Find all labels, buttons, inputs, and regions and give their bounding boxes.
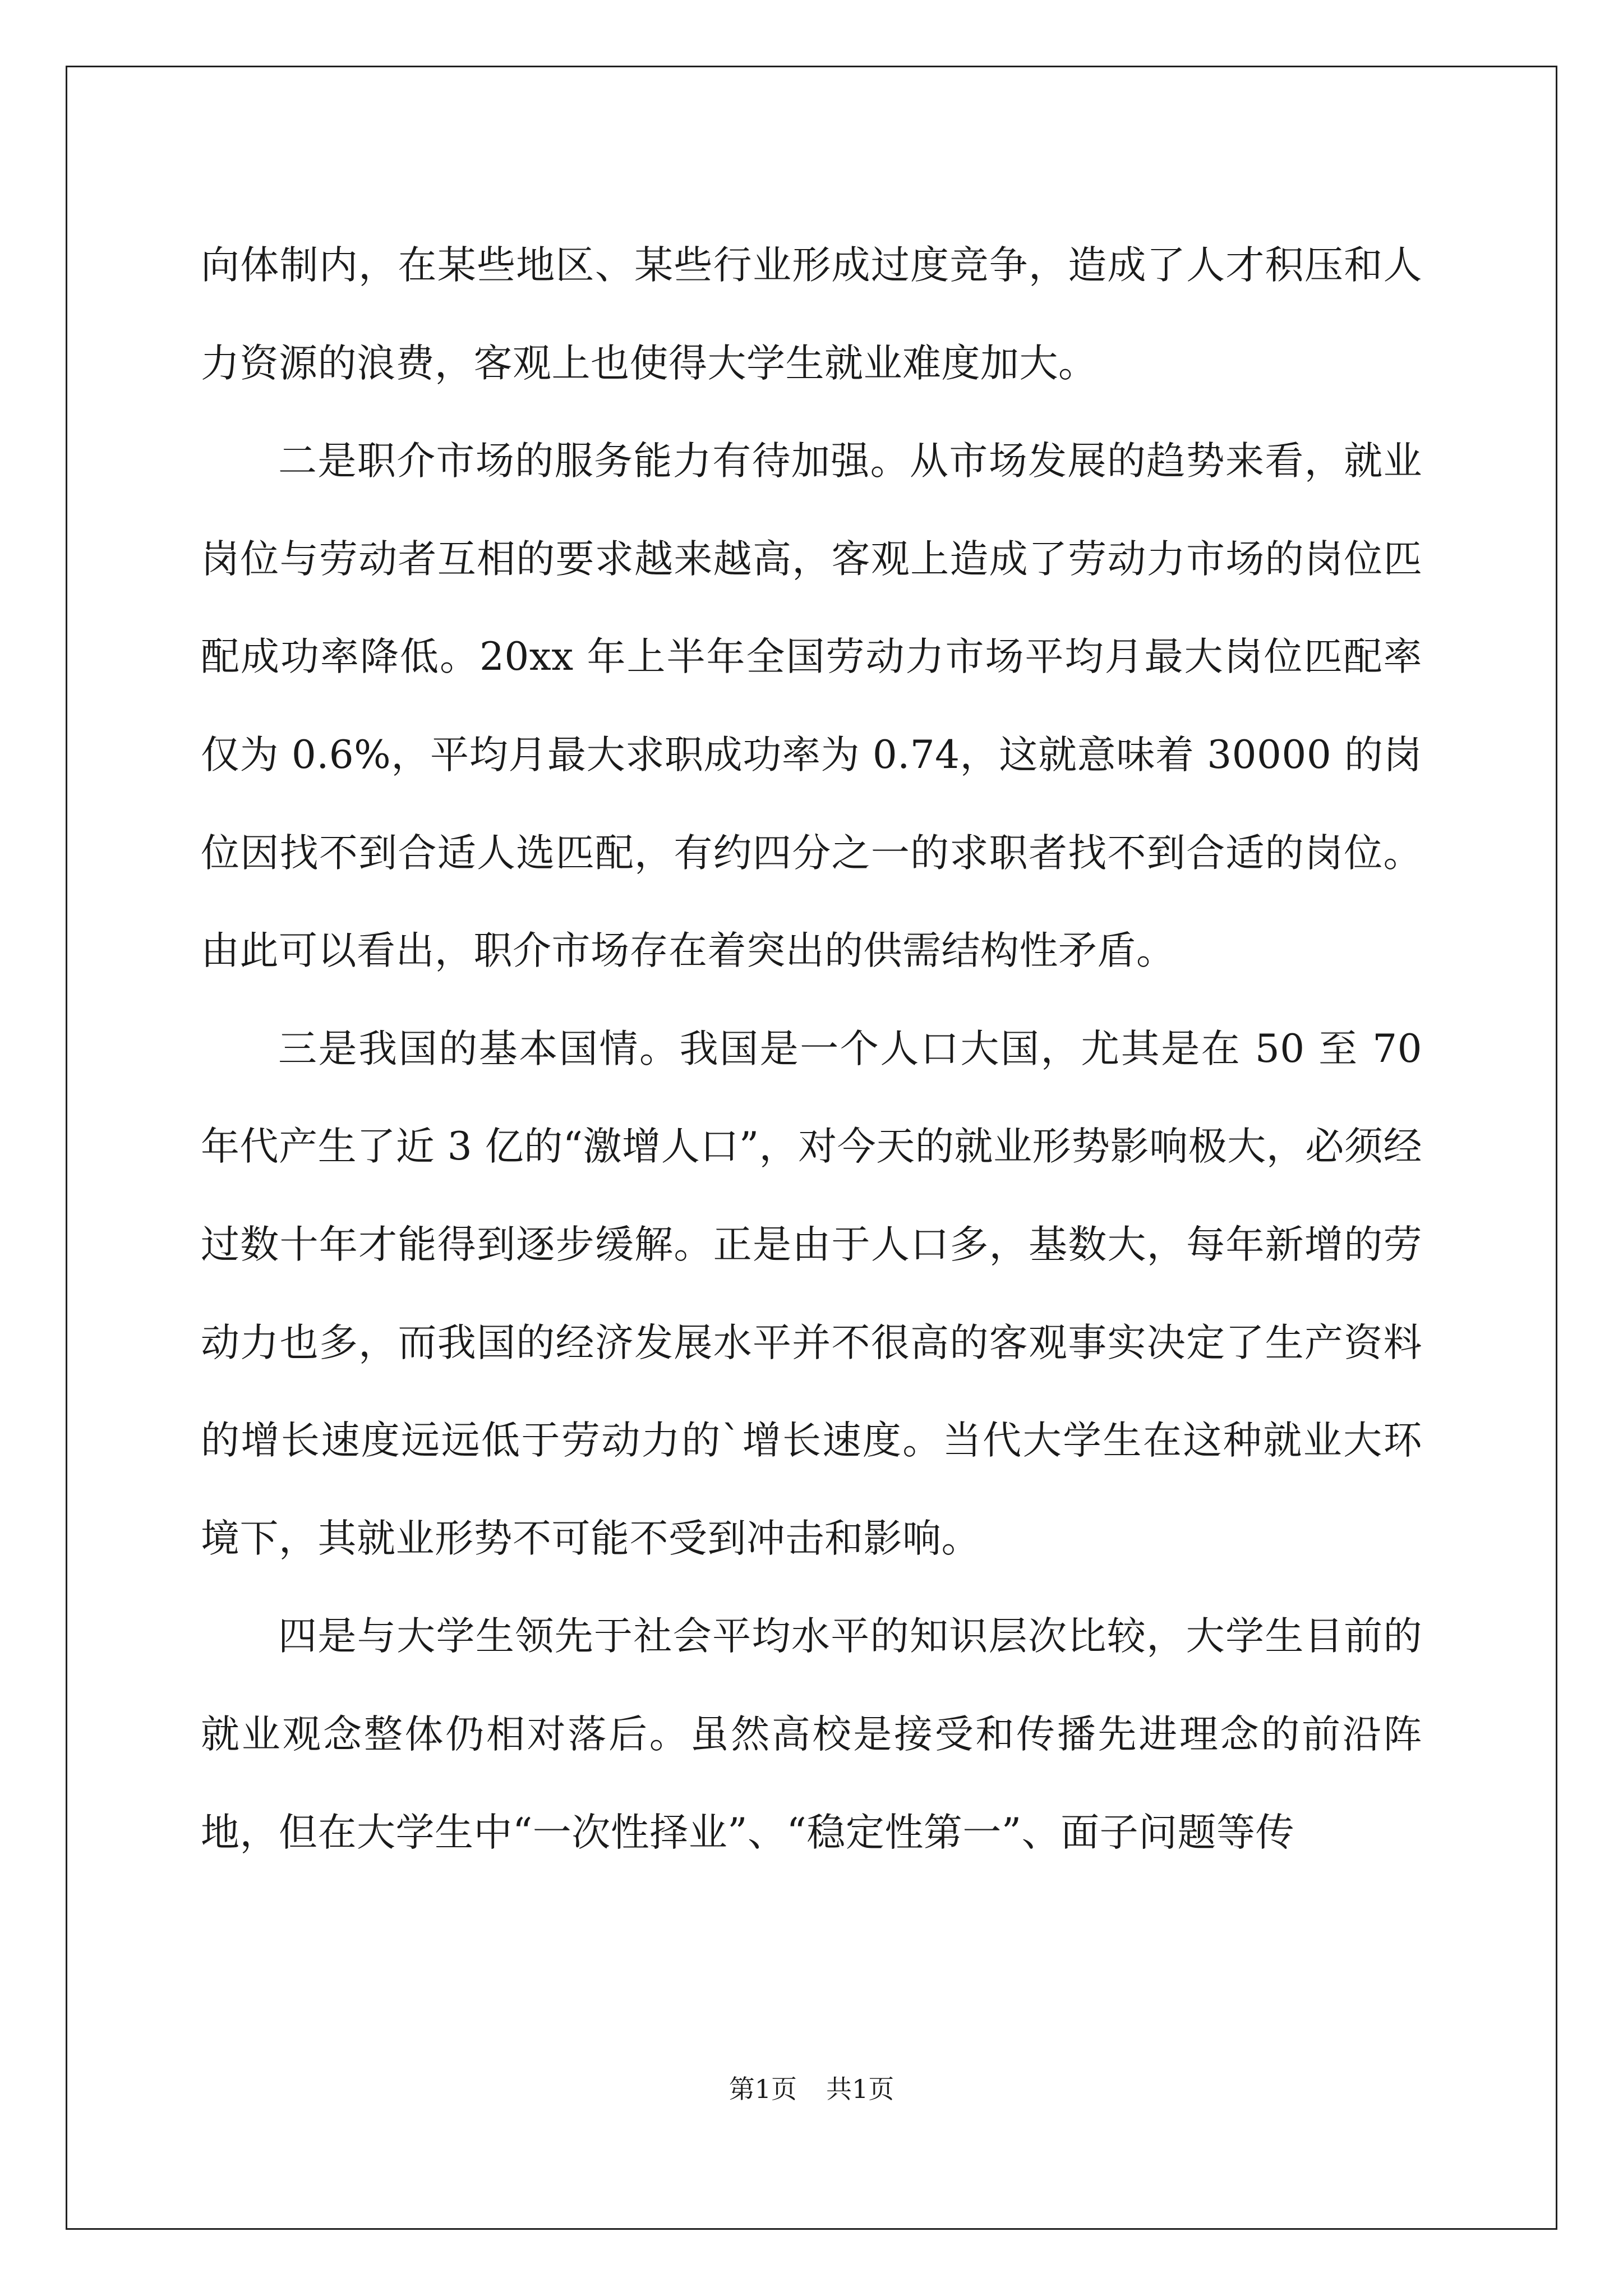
page-footer: [0, 2069, 1623, 2106]
page-number-total: 共1页: [826, 2074, 895, 2104]
page-number-current: 第1页: [728, 2074, 797, 2104]
paragraph-1: 向体制内，在某些地区、某些行业形成过度竞争，造成了人才积压和人力资源的浪费，客观上也使得大学生就业难度加大。: [201, 243, 1422, 386]
paragraph-2: 二是职介市场的服务能力有待加强。从市场发展的趋势来看，就业岗位与劳动者互相的要求越来越高，客观上造成了劳动力市场的岗位匹配成功率降低。20xx 年上半年全国劳动力市场平均月最大岗位匹配率仅为 0.6%，平均月最大求职成功率为 0.74，这就意味着 30000 的岗位因找不到合适人选匹配，有约四分之一的求职者找不到合适的岗位。由此可以看出，职介市场存在着突出的供需结构性矛盾。: [201, 439, 1422, 974]
paragraph-4: 四是与大学生领先于社会平均水平的知识层次比较，大学生目前的就业观念整体仍相对落后。虽然高校是接受和传播先进理念的前沿阵地，但在大学生中“一次性择业”、“稳定性第一”、面子问题等传: [201, 1614, 1422, 1855]
document-body: [201, 217, 1422, 1881]
paragraph-3: 三是我国的基本国情。我国是一个人口大国，尤其是在 50 至 70 年代产生了近 3 亿的“激增人口”，对今天的就业形势影响极大，必须经过数十年才能得到逐步缓解。正是由于人口多，基数大，每年新增的劳动力也多，而我国的经济发展水平并不很高的客观事实决定了生产资料的增长速度远远低于劳动力的`增长速度。当代大学生在这种就业大环境下，其就业形势不可能不受到冲击和影响。: [201, 1026, 1422, 1561]
